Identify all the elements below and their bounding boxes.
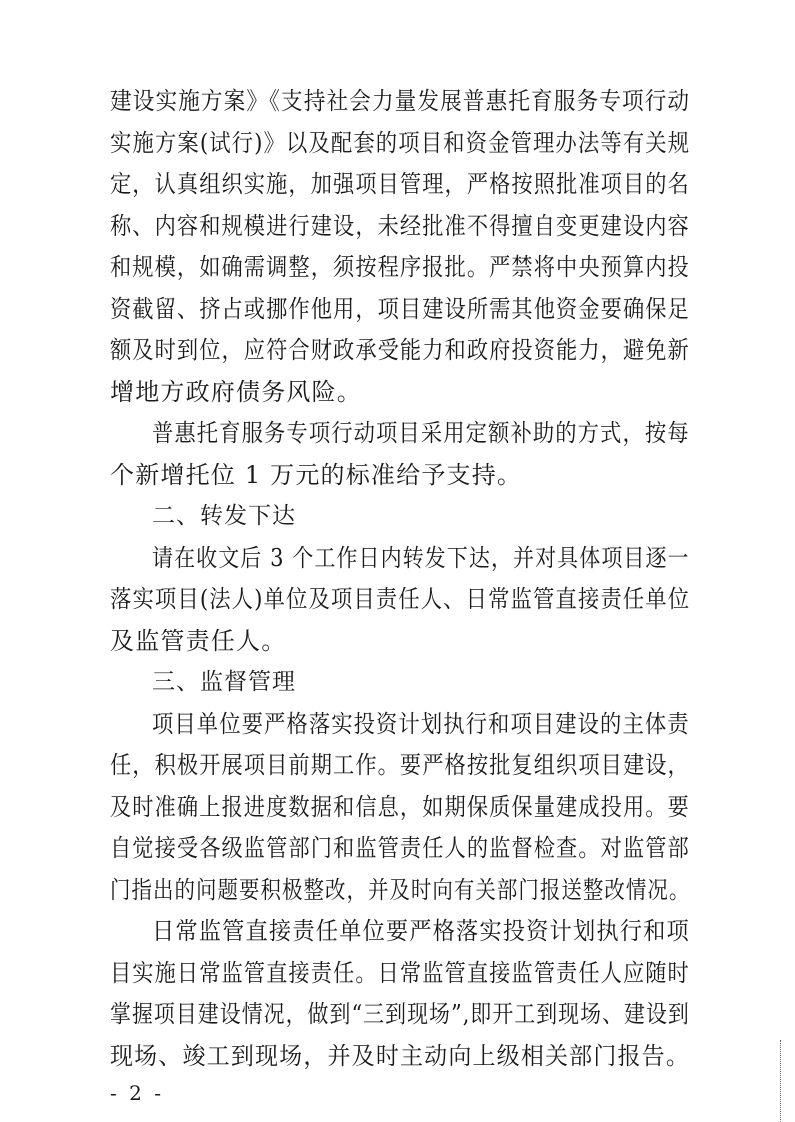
paragraph-line: 掌握项目建设情况，做到“三到现场”,即开工到现场、建设到 <box>110 1000 690 1028</box>
paragraph-line: 及监管责任人。 <box>110 626 287 655</box>
paragraph-line: 实施方案(试行)》以及配套的项目和资金管理办法等有关规 <box>110 128 691 157</box>
section-heading: 二、转发下达 <box>152 503 296 529</box>
paragraph-line: 及时准确上报进度数据和信息，如期保质保量建成投用。要 <box>110 792 690 821</box>
paragraph-line: 日常监管直接责任单位要严格落实投资计划执行和项 <box>152 917 690 945</box>
paragraph-line: 请在收文后 3 个工作日内转发下达，并对具体项目逐一 <box>152 543 690 572</box>
paragraph-line: 落实项目(法人)单位及项目责任人、日常监管直接责任单位 <box>110 585 691 613</box>
paragraph-line: 额及时到位，应符合财政承受能力和政府投资能力，避免新 <box>110 336 690 364</box>
paragraph-line: 资截留、挤占或挪作他用，项目建设所需其他资金要确保足 <box>110 294 690 323</box>
paragraph-line: 普惠托育服务专项行动项目采用定额补助的方式，按每 <box>152 419 690 447</box>
scan-edge-mark <box>779 1040 781 1122</box>
paragraph-line: 个新增托位 1 万元的标准给予支持。 <box>110 460 523 489</box>
paragraph-line: 称、内容和规模进行建设，未经批准不得擅自变更建设内容 <box>110 211 690 240</box>
paragraph-line: 现场、竣工到现场，并及时主动向上级相关部门报告。 <box>110 1041 691 1070</box>
paragraph-line: 和规模，如确需调整，须按程序报批。严禁将中央预算内投 <box>110 253 690 281</box>
paragraph-line: 目实施日常监管直接责任。日常监管直接监管责任人应随时 <box>110 958 690 987</box>
paragraph-line: 门指出的问题要积极整改，并及时向有关部门报送整改情况。 <box>110 875 691 904</box>
paragraph-line: 自觉接受各级监管部门和监管责任人的监督检查。对监管部 <box>110 834 690 862</box>
paragraph-line: 定，认真组织实施，加强项目管理，严格按照批准项目的名 <box>110 170 690 198</box>
page-number: - 2 - <box>110 1080 164 1105</box>
paragraph-line: 增地方政府债务风险。 <box>110 377 362 406</box>
paragraph-line: 建设实施方案》《支持社会力量发展普惠托育服务专项行动 <box>110 87 691 115</box>
paragraph-line: 项目单位要严格落实投资计划执行和项目建设的主体责 <box>152 709 690 738</box>
section-heading: 三、监督管理 <box>152 669 296 695</box>
paragraph-line: 任，积极开展项目前期工作。要严格按批复组织项目建设， <box>110 751 690 779</box>
